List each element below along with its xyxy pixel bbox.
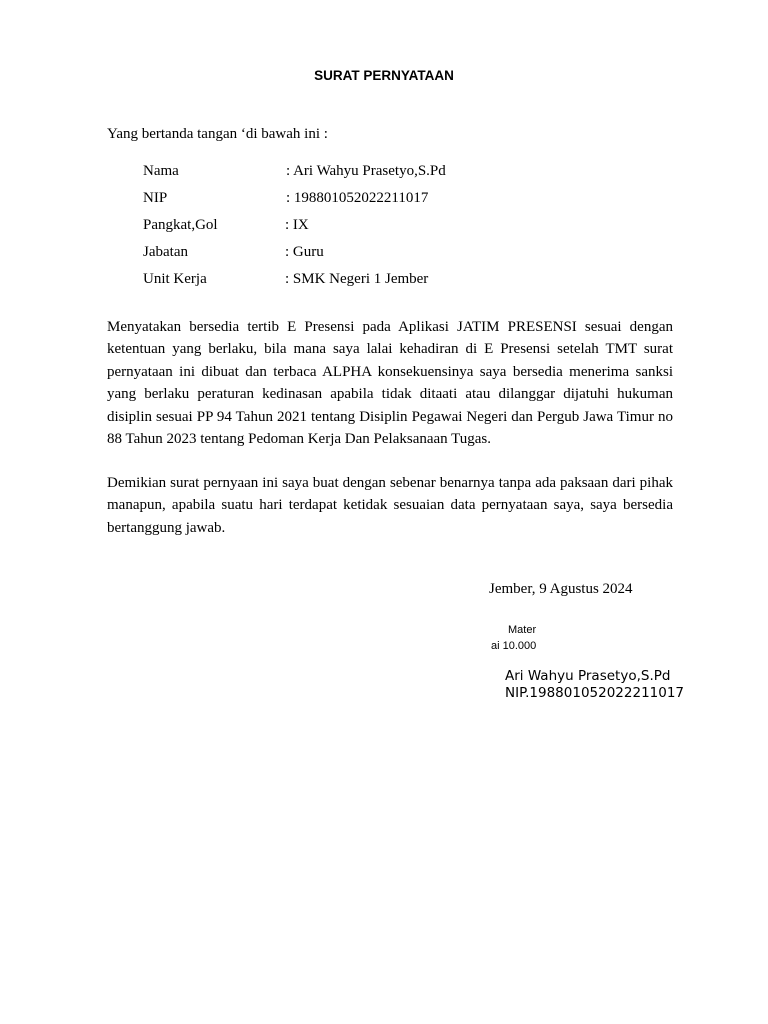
stamp-text: ai 10.000 xyxy=(491,640,537,652)
intro-text: Yang bertanda tangan ‘di bawah ini : xyxy=(107,126,328,142)
field-value: : SMK Negeri 1 Jember xyxy=(285,271,429,287)
field-value: : 198801052022211017 xyxy=(286,190,429,206)
statement-paragraph: Menyatakan bersedia tertib E Presensi pada Aplikasi JATIM PRESENSI sesuai dengan ketentuan yang berlaku, bila mana saya lalai kehadiran di E Presensi setelah TMT surat pernyataan ini dibuat dan terbaca ALPHA konsekuensinya saya bersedia menerima sanksi yang berlaku peraturan kedinasan apabila tidak ditaati atau dilanggar dijatuhi hukuman disiplin sesuai PP 94 Tahun 2021 tentang Disiplin Pegawai Negeri dan Pergub Jawa Timur no 88 Tahun 2023 tentang Pedoman Kerja Dan Pelaksanaan Tugas. xyxy=(107,319,673,448)
field-label: Pangkat,Gol xyxy=(143,217,218,233)
closing-paragraph: Demikian surat pernyaan ini saya buat dengan sebenar benarnya tanpa ada paksaan dari pihak manapun, apabila suatu hari terdapat ketidak sesuaian data pernyataan saya, saya bersedia bertanggung jawab. xyxy=(107,475,673,536)
place-date: Jember, 9 Agustus 2024 xyxy=(489,581,633,597)
document-title: SURAT PERNYATAAN xyxy=(314,68,454,83)
stamp-text: Mater xyxy=(508,624,537,636)
field-label: Unit Kerja xyxy=(143,271,207,287)
field-value: : IX xyxy=(285,217,309,233)
field-label: Nama xyxy=(143,163,179,179)
field-label: Jabatan xyxy=(143,244,188,260)
signatory-nip: NIP.198801052022211017 xyxy=(505,685,685,701)
signatory-name: Ari Wahyu Prasetyo,S.Pd xyxy=(505,668,671,684)
field-value: : Ari Wahyu Prasetyo,S.Pd xyxy=(286,163,446,179)
field-value: : Guru xyxy=(285,244,324,260)
field-label: NIP xyxy=(143,190,168,206)
